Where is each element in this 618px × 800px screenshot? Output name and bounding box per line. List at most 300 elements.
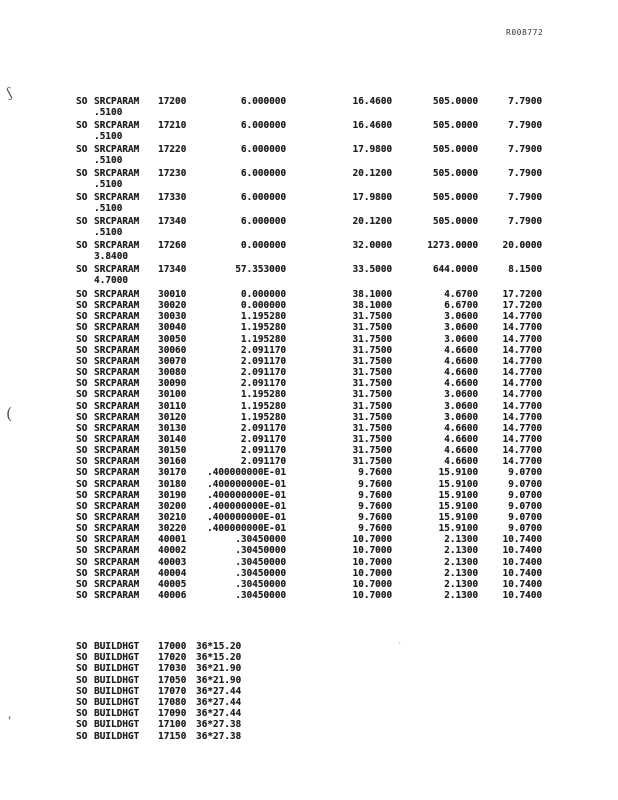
cell-v1: 6.000000 (240, 168, 286, 179)
cell-name: SRCPARAM (94, 289, 140, 300)
cell-name: SRCPARAM (94, 168, 140, 179)
cell-name: SRCPARAM (94, 590, 140, 602)
cell-v1: 36*15.20 (196, 652, 242, 664)
cell-v2: 9.7600 (358, 523, 392, 535)
cell-v1: 0.000000 (240, 240, 286, 251)
cell-kw: SO (76, 422, 88, 434)
cell-kw: SO (76, 478, 88, 490)
cell-v4: 10.7400 (502, 567, 542, 579)
cell-id: 30210 (158, 512, 187, 523)
cell-v4: 14.7700 (502, 422, 542, 434)
cell-kw: SO (76, 168, 88, 179)
cell-id: 17030 (158, 663, 187, 675)
cell-v4: 14.7700 (502, 355, 542, 367)
cell-v3: 15.9100 (438, 478, 478, 490)
cell-name: BUILDHGT (94, 697, 140, 708)
cell-kw: SO (76, 144, 88, 155)
margin-scribble: ( (6, 404, 13, 423)
cell-v1: 36*27.38 (196, 719, 242, 731)
cell-v4: 9.0700 (508, 467, 542, 479)
cell-v2: 31.7500 (352, 411, 392, 423)
cell-v2: 31.7500 (352, 445, 392, 457)
cell-v2: 10.7000 (352, 534, 392, 546)
cell-name: SRCPARAM (94, 333, 140, 345)
cell-name: BUILDHGT (94, 685, 140, 697)
cell-v1: 2.091170 (240, 378, 286, 390)
cell-v2: 31.7500 (352, 433, 392, 445)
cell-id: 30220 (158, 523, 187, 535)
cell-id: 17210 (158, 120, 187, 131)
cell-name: SRCPARAM (94, 523, 140, 535)
cell-name: SRCPARAM (94, 355, 140, 367)
cell-v3: 15.9100 (438, 489, 478, 501)
document-id: R008772 (506, 28, 544, 37)
cell-v4: 14.7700 (502, 311, 542, 323)
cell-v3: 3.0600 (444, 322, 478, 334)
cell-v3: 4.6600 (444, 355, 478, 367)
cell-name: SRCPARAM (94, 96, 140, 107)
cell-name: BUILDHGT (94, 641, 140, 652)
cell-kw: SO (76, 567, 88, 579)
cell-v2: 9.7600 (358, 500, 392, 512)
cell-v1: .30450000 (235, 590, 286, 602)
cell-name: SRCPARAM (94, 120, 140, 131)
cell-kw: SO (76, 216, 88, 227)
cell-kw: SO (76, 489, 88, 501)
cell-id: 17150 (158, 730, 187, 742)
cell-kw: SO (76, 685, 88, 697)
cell-cont: .5100 (94, 131, 123, 142)
cell-name: SRCPARAM (94, 400, 140, 412)
cell-cont: .5100 (94, 107, 123, 118)
cell-v3: 505.0000 (432, 168, 478, 179)
cell-kw: SO (76, 674, 88, 686)
cell-kw: SO (76, 192, 88, 203)
cell-v3: 4.6600 (444, 445, 478, 457)
cell-id: 17340 (158, 216, 187, 227)
cell-v3: 2.1300 (444, 567, 478, 579)
cell-name: SRCPARAM (94, 489, 140, 501)
cell-v1: 36*27.44 (196, 697, 242, 708)
cell-name: SRCPARAM (94, 534, 140, 546)
cell-name: SRCPARAM (94, 556, 140, 568)
cell-v3: 4.6600 (444, 367, 478, 379)
cell-id: 30080 (158, 367, 187, 379)
cell-v3: 4.6600 (444, 456, 478, 468)
cell-v2: 32.0000 (352, 240, 392, 251)
cell-v1: 2.091170 (240, 433, 286, 445)
cell-v1: 57.353000 (235, 264, 286, 275)
cell-v3: 2.1300 (444, 534, 478, 546)
cell-v3: 15.9100 (438, 512, 478, 523)
cell-v1: .30450000 (235, 578, 286, 590)
cell-kw: SO (76, 445, 88, 457)
cell-v2: 38.1000 (352, 289, 392, 300)
cell-kw: SO (76, 411, 88, 423)
cell-kw: SO (76, 556, 88, 568)
cell-v4: 14.7700 (502, 367, 542, 379)
cell-v4: 9.0700 (508, 500, 542, 512)
cell-kw: SO (76, 378, 88, 390)
cell-id: 30090 (158, 378, 187, 390)
cell-v1: 0.000000 (240, 289, 286, 300)
cell-id: 40003 (158, 556, 187, 568)
cell-v1: 36*21.90 (196, 674, 242, 686)
cell-v4: 10.7400 (502, 590, 542, 602)
cell-kw: SO (76, 96, 88, 107)
cell-cont: .5100 (94, 203, 123, 214)
cell-kw: SO (76, 590, 88, 602)
cell-id: 17230 (158, 168, 187, 179)
cell-v4: 10.7400 (502, 545, 542, 557)
cell-id: 17090 (158, 708, 187, 720)
cell-v3: 6.6700 (444, 300, 478, 312)
cell-cont: 4.7000 (94, 275, 128, 286)
cell-v1: .30450000 (235, 545, 286, 557)
cell-v4: 14.7700 (502, 333, 542, 345)
cell-v1: 1.195280 (240, 400, 286, 412)
cell-v2: 9.7600 (358, 512, 392, 523)
cell-kw: SO (76, 120, 88, 131)
cell-v4: 7.7900 (508, 168, 542, 179)
cell-v1: .400000000E-01 (206, 478, 286, 490)
cell-v3: 3.0600 (444, 333, 478, 345)
cell-kw: SO (76, 333, 88, 345)
cell-name: SRCPARAM (94, 240, 140, 251)
cell-v2: 31.7500 (352, 400, 392, 412)
cell-v3: 2.1300 (444, 545, 478, 557)
cell-id: 40001 (158, 534, 187, 546)
cell-id: 17050 (158, 674, 187, 686)
cell-kw: SO (76, 663, 88, 675)
cell-v1: 6.000000 (240, 192, 286, 203)
cell-kw: SO (76, 311, 88, 323)
cell-id: 17070 (158, 685, 187, 697)
cell-name: SRCPARAM (94, 478, 140, 490)
cell-id: 30060 (158, 344, 187, 356)
cell-v1: 36*21.90 (196, 663, 242, 675)
cell-name: SRCPARAM (94, 311, 140, 323)
cell-id: 17020 (158, 652, 187, 664)
cell-v1: .30450000 (235, 556, 286, 568)
cell-v2: 31.7500 (352, 333, 392, 345)
cell-v3: 2.1300 (444, 578, 478, 590)
cell-id: 30020 (158, 300, 187, 312)
cell-id: 17000 (158, 641, 187, 652)
cell-kw: SO (76, 523, 88, 535)
cell-v3: 505.0000 (432, 216, 478, 227)
cell-v3: 644.0000 (432, 264, 478, 275)
cell-v2: 31.7500 (352, 355, 392, 367)
cell-name: SRCPARAM (94, 567, 140, 579)
cell-v2: 9.7600 (358, 478, 392, 490)
cell-v3: 4.6600 (444, 422, 478, 434)
cell-kw: SO (76, 534, 88, 546)
cell-v1: 6.000000 (240, 96, 286, 107)
cell-v1: .400000000E-01 (206, 512, 286, 523)
cell-name: SRCPARAM (94, 389, 140, 401)
cell-kw: SO (76, 697, 88, 708)
cell-v3: 1273.0000 (427, 240, 478, 251)
cell-id: 30130 (158, 422, 187, 434)
cell-kw: SO (76, 545, 88, 557)
cell-name: SRCPARAM (94, 545, 140, 557)
cell-name: SRCPARAM (94, 192, 140, 203)
cell-id: 30100 (158, 389, 187, 401)
cell-kw: SO (76, 456, 88, 468)
cell-v1: 2.091170 (240, 355, 286, 367)
cell-name: SRCPARAM (94, 144, 140, 155)
cell-id: 17080 (158, 697, 187, 708)
cell-id: 17330 (158, 192, 187, 203)
cell-v1: 6.000000 (240, 120, 286, 131)
cell-name: SRCPARAM (94, 433, 140, 445)
cell-v4: 10.7400 (502, 534, 542, 546)
cell-id: 30200 (158, 500, 187, 512)
stray-mark: · (398, 640, 402, 647)
cell-name: SRCPARAM (94, 300, 140, 312)
cell-id: 17260 (158, 240, 187, 251)
cell-name: SRCPARAM (94, 467, 140, 479)
cell-id: 30180 (158, 478, 187, 490)
cell-kw: SO (76, 512, 88, 523)
cell-kw: SO (76, 641, 88, 652)
cell-name: BUILDHGT (94, 663, 140, 675)
cell-v1: 2.091170 (240, 445, 286, 457)
cell-id: 30110 (158, 400, 187, 412)
cell-name: BUILDHGT (94, 719, 140, 731)
cell-v3: 4.6600 (444, 344, 478, 356)
cell-v2: 31.7500 (352, 344, 392, 356)
cell-kw: SO (76, 289, 88, 300)
cell-v2: 31.7500 (352, 311, 392, 323)
cell-v2: 10.7000 (352, 578, 392, 590)
cell-kw: SO (76, 400, 88, 412)
cell-v4: 14.7700 (502, 322, 542, 334)
cell-v1: .30450000 (235, 567, 286, 579)
cell-v1: 36*27.44 (196, 685, 242, 697)
cell-kw: SO (76, 652, 88, 664)
cell-id: 30050 (158, 333, 187, 345)
cell-v1: 36*15.20 (196, 641, 242, 652)
cell-v2: 20.1200 (352, 168, 392, 179)
cell-v3: 505.0000 (432, 192, 478, 203)
cell-v2: 31.7500 (352, 322, 392, 334)
cell-name: BUILDHGT (94, 652, 140, 664)
cell-name: SRCPARAM (94, 411, 140, 423)
cell-v4: 9.0700 (508, 512, 542, 523)
cell-v2: 10.7000 (352, 545, 392, 557)
cell-v4: 14.7700 (502, 411, 542, 423)
cell-v3: 3.0600 (444, 389, 478, 401)
cell-v1: .30450000 (235, 534, 286, 546)
cell-id: 17340 (158, 264, 187, 275)
cell-v1: 36*27.38 (196, 730, 242, 742)
cell-id: 17100 (158, 719, 187, 731)
cell-v1: .400000000E-01 (206, 523, 286, 535)
cell-kw: SO (76, 240, 88, 251)
cell-v1: 1.195280 (240, 411, 286, 423)
cell-kw: SO (76, 322, 88, 334)
cell-v3: 505.0000 (432, 120, 478, 131)
cell-v4: 7.7900 (508, 144, 542, 155)
cell-cont: 3.8400 (94, 251, 128, 262)
cell-v1: .400000000E-01 (206, 467, 286, 479)
cell-v2: 31.7500 (352, 422, 392, 434)
cell-v1: .400000000E-01 (206, 500, 286, 512)
cell-v2: 17.9800 (352, 192, 392, 203)
cell-name: SRCPARAM (94, 216, 140, 227)
cell-id: 17220 (158, 144, 187, 155)
cell-id: 40005 (158, 578, 187, 590)
cell-v1: 1.195280 (240, 333, 286, 345)
cell-v3: 3.0600 (444, 411, 478, 423)
cell-v1: 36*27.44 (196, 708, 242, 720)
margin-scribble: ʃ (5, 85, 14, 102)
cell-cont: .5100 (94, 179, 123, 190)
cell-v2: 20.1200 (352, 216, 392, 227)
cell-v3: 15.9100 (438, 467, 478, 479)
cell-kw: SO (76, 433, 88, 445)
cell-name: SRCPARAM (94, 512, 140, 523)
cell-v1: 0.000000 (240, 300, 286, 312)
cell-v2: 31.7500 (352, 389, 392, 401)
cell-v4: 7.7900 (508, 192, 542, 203)
cell-name: SRCPARAM (94, 264, 140, 275)
cell-id: 40004 (158, 567, 187, 579)
cell-v3: 15.9100 (438, 523, 478, 535)
cell-v3: 4.6700 (444, 289, 478, 300)
cell-v2: 17.9800 (352, 144, 392, 155)
cell-v2: 10.7000 (352, 556, 392, 568)
cell-v2: 16.4600 (352, 96, 392, 107)
cell-v3: 4.6600 (444, 433, 478, 445)
cell-v1: 2.091170 (240, 456, 286, 468)
cell-v4: 14.7700 (502, 456, 542, 468)
cell-kw: SO (76, 367, 88, 379)
cell-v2: 16.4600 (352, 120, 392, 131)
cell-v4: 20.0000 (502, 240, 542, 251)
cell-id: 30070 (158, 355, 187, 367)
cell-v1: .400000000E-01 (206, 489, 286, 501)
cell-v4: 7.7900 (508, 216, 542, 227)
cell-kw: SO (76, 708, 88, 720)
cell-name: SRCPARAM (94, 445, 140, 457)
cell-name: SRCPARAM (94, 367, 140, 379)
cell-cont: .5100 (94, 227, 123, 238)
cell-v1: 1.195280 (240, 322, 286, 334)
cell-id: 30150 (158, 445, 187, 457)
cell-v3: 505.0000 (432, 96, 478, 107)
cell-kw: SO (76, 467, 88, 479)
cell-v2: 9.7600 (358, 489, 392, 501)
cell-v4: 14.7700 (502, 389, 542, 401)
cell-v3: 3.0600 (444, 311, 478, 323)
cell-v1: 1.195280 (240, 389, 286, 401)
cell-v4: 14.7700 (502, 378, 542, 390)
cell-v1: 1.195280 (240, 311, 286, 323)
cell-kw: SO (76, 344, 88, 356)
cell-name: SRCPARAM (94, 578, 140, 590)
cell-id: 30120 (158, 411, 187, 423)
cell-v3: 505.0000 (432, 144, 478, 155)
cell-name: SRCPARAM (94, 322, 140, 334)
cell-v3: 15.9100 (438, 500, 478, 512)
cell-name: BUILDHGT (94, 708, 140, 720)
cell-v4: 14.7700 (502, 400, 542, 412)
cell-v4: 7.7900 (508, 120, 542, 131)
cell-id: 30030 (158, 311, 187, 323)
cell-v4: 14.7700 (502, 445, 542, 457)
cell-v2: 31.7500 (352, 378, 392, 390)
cell-kw: SO (76, 578, 88, 590)
cell-kw: SO (76, 389, 88, 401)
cell-kw: SO (76, 500, 88, 512)
cell-v2: 10.7000 (352, 590, 392, 602)
cell-v1: 2.091170 (240, 344, 286, 356)
cell-v2: 9.7600 (358, 467, 392, 479)
cell-v2: 10.7000 (352, 567, 392, 579)
cell-v1: 2.091170 (240, 367, 286, 379)
cell-kw: SO (76, 300, 88, 312)
cell-v2: 38.1000 (352, 300, 392, 312)
cell-v1: 6.000000 (240, 216, 286, 227)
cell-v3: 4.6600 (444, 378, 478, 390)
cell-id: 30140 (158, 433, 187, 445)
cell-name: SRCPARAM (94, 422, 140, 434)
cell-v4: 10.7400 (502, 578, 542, 590)
cell-v4: 17.7200 (502, 289, 542, 300)
cell-v2: 31.7500 (352, 367, 392, 379)
cell-v4: 14.7700 (502, 344, 542, 356)
cell-v4: 17.7200 (502, 300, 542, 312)
cell-name: SRCPARAM (94, 378, 140, 390)
cell-v4: 14.7700 (502, 433, 542, 445)
cell-cont: .5100 (94, 155, 123, 166)
margin-scribble: ʿ (8, 715, 12, 730)
cell-kw: SO (76, 719, 88, 731)
cell-v4: 7.7900 (508, 96, 542, 107)
cell-id: 30170 (158, 467, 187, 479)
cell-id: 30190 (158, 489, 187, 501)
cell-v3: 3.0600 (444, 400, 478, 412)
cell-name: BUILDHGT (94, 730, 140, 742)
cell-v2: 31.7500 (352, 456, 392, 468)
cell-kw: SO (76, 355, 88, 367)
cell-v4: 9.0700 (508, 523, 542, 535)
cell-v2: 33.5000 (352, 264, 392, 275)
cell-v1: 2.091170 (240, 422, 286, 434)
cell-v4: 8.1500 (508, 264, 542, 275)
cell-v4: 10.7400 (502, 556, 542, 568)
cell-v3: 2.1300 (444, 590, 478, 602)
cell-v4: 9.0700 (508, 489, 542, 501)
cell-v3: 2.1300 (444, 556, 478, 568)
cell-kw: SO (76, 264, 88, 275)
cell-name: SRCPARAM (94, 500, 140, 512)
cell-id: 30010 (158, 289, 187, 300)
cell-id: 30040 (158, 322, 187, 334)
cell-name: SRCPARAM (94, 456, 140, 468)
cell-v1: 6.000000 (240, 144, 286, 155)
cell-name: SRCPARAM (94, 344, 140, 356)
cell-name: BUILDHGT (94, 674, 140, 686)
cell-kw: SO (76, 730, 88, 742)
cell-id: 40006 (158, 590, 187, 602)
cell-v4: 9.0700 (508, 478, 542, 490)
cell-id: 40002 (158, 545, 187, 557)
cell-id: 30160 (158, 456, 187, 468)
